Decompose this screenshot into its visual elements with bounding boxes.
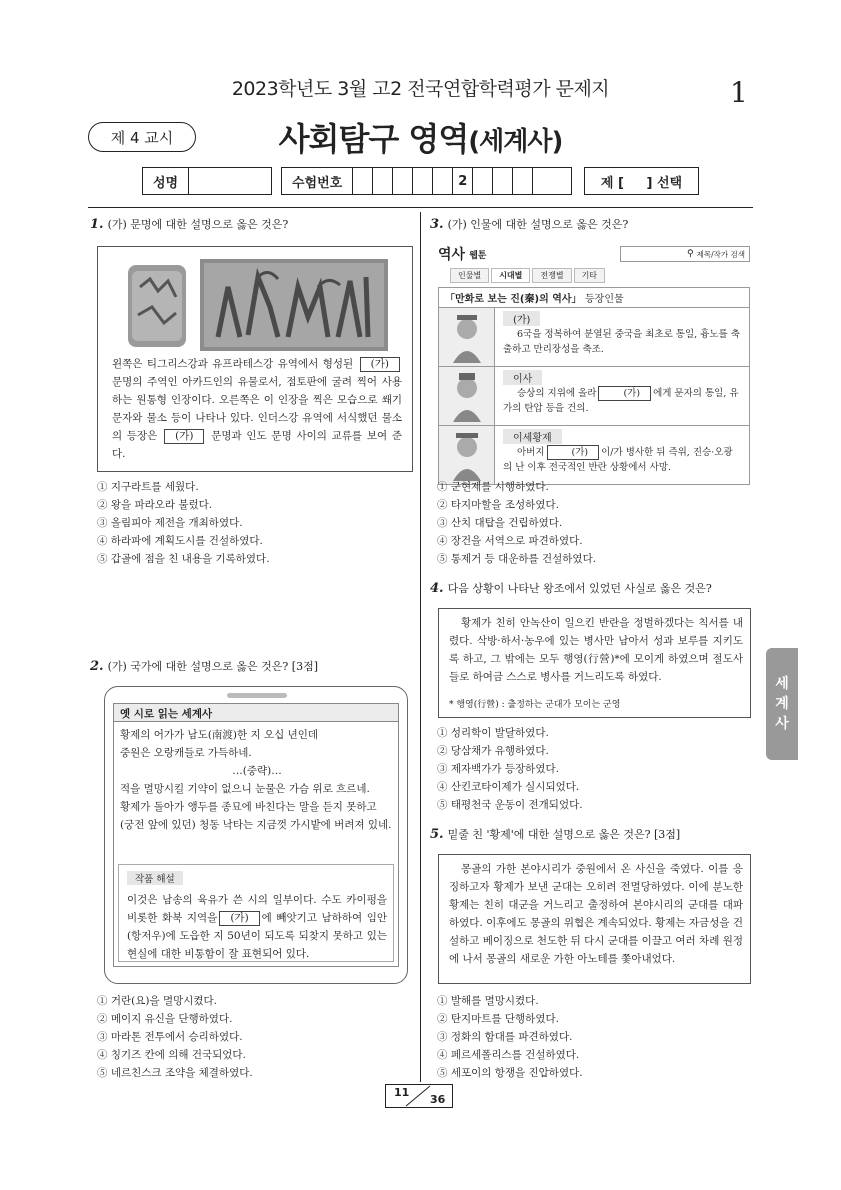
q5-choice-4[interactable]: ④ 페르세폴리스를 건설하였다. — [437, 1049, 580, 1061]
q3-blank: (가) — [547, 445, 600, 460]
exam-number-cell[interactable] — [373, 168, 393, 194]
q3-number: 3. — [430, 217, 444, 232]
character-desc — [495, 445, 749, 475]
comic-title-main: 「만화로 보는 진(秦)의 역사」 — [445, 294, 582, 305]
q1-passage — [112, 355, 402, 463]
r2-text-1: 승상의 지위에 올라 — [517, 388, 597, 399]
selection-label: 제 [ ] 선택 — [600, 175, 683, 191]
exam-title: 2023학년도 3월 고2 전국연합학력평가 문제지 — [231, 78, 610, 100]
selection-field[interactable] — [584, 167, 699, 195]
q2-choice-5[interactable]: ⑤ 네르친스크 조약을 체결하였다. — [97, 1067, 253, 1079]
q1-text-1: 왼쪽은 티그리스강과 유프라테스강 유역에서 형성된 — [112, 358, 354, 370]
q1-blank: (가) — [164, 429, 204, 444]
exam-number-cell[interactable] — [493, 168, 513, 194]
side-tab-char: 사 — [775, 716, 789, 732]
q2-choice-4[interactable]: ④ 칭기즈 칸에 의해 건국되었다. — [97, 1049, 246, 1061]
lisi-portrait-image — [439, 367, 495, 425]
exam-number-cell[interactable] — [533, 168, 553, 194]
q3-stem — [430, 216, 628, 232]
q2-screen — [113, 703, 399, 967]
side-tab-char: 계 — [775, 696, 789, 712]
q5-stem — [430, 826, 680, 842]
second-emperor-portrait-image — [439, 426, 495, 484]
q4-source-box — [438, 608, 751, 718]
r3-text-1: 아버지 — [517, 447, 545, 458]
q1-choice-4[interactable]: ④ 하라파에 계획도시를 건설하였다. — [97, 535, 263, 547]
exam-number-cell[interactable] — [353, 168, 373, 194]
q3-choices — [437, 478, 596, 568]
q2-tablet-frame — [104, 686, 408, 984]
q5-number: 5. — [430, 827, 444, 842]
q1-choices — [97, 478, 270, 568]
q5-stem-text: 밑줄 친 '황제'에 대한 설명으로 옳은 것은? [3점] — [447, 828, 681, 841]
q1-stem — [90, 216, 288, 232]
r2-text-2: 에게 문자의 통일, 유가의 탄압 등을 건의. — [503, 388, 739, 414]
column-divider — [420, 212, 421, 1082]
webtoon-brand-sub: 웹툰 — [469, 250, 487, 261]
character-list — [438, 287, 750, 485]
comic-title — [439, 288, 749, 307]
exam-number-label: 수험번호 — [282, 168, 353, 194]
exam-number-cell[interactable] — [433, 168, 453, 194]
tab-by-era[interactable]: 시대별 — [491, 268, 530, 283]
exam-number-cell[interactable] — [413, 168, 433, 194]
header-rule — [88, 207, 753, 208]
webtoon-brand: 역사 — [438, 247, 466, 263]
webtoon-search-bar[interactable] — [620, 246, 750, 262]
subject-main: 사회탐구 영역 — [278, 120, 469, 158]
q5-choice-1[interactable]: ① 발해를 멸망시켰다. — [437, 995, 539, 1007]
q5-source-box — [438, 854, 751, 984]
character-info — [495, 426, 749, 484]
q2-note-text — [127, 891, 387, 963]
q4-stem-text: 다음 상황이 나타난 왕조에서 있었던 사실로 옳은 것은? — [447, 582, 712, 595]
q1-stem-text: (가) 문명에 대한 설명으로 옳은 것은? — [107, 218, 289, 231]
q4-choice-2[interactable]: ② 당삼채가 유행하였다. — [437, 745, 549, 757]
q2-stem — [90, 658, 318, 674]
poem-line: 중원은 오랑캐들로 가득하네. — [120, 747, 252, 759]
q2-poem — [120, 726, 394, 834]
q4-footnote: * 행영(行營) : 출정하는 군대가 모이는 군영 — [449, 700, 621, 710]
webtoon-header — [438, 244, 750, 264]
q1-number: 1. — [90, 217, 104, 232]
character-info — [495, 308, 749, 366]
name-label: 성명 — [143, 168, 189, 194]
q5-passage: 몽골의 가한 본야시리가 중원에서 온 사신을 죽였다. 이를 응징하고자 황제가 보낸 군대는 오히려 전멸당하였다. 이에 분노한 황제는 친히 대군을 거느리고 출정하여 본야시리의 군대를 대파하였다. 이후에도 몽골의 위협은 계속되었다. 황제는 자금성을 건설하고 베이징으로 천도한 뒤 다시 군대를 이끌고 여러 차례 원정에 나서 몽골의 새로운 가한 아노테를 쫓아내었다. — [449, 863, 743, 965]
poem-line: (궁전 앞에 있던) 청동 낙타는 지금껏 가시밭에 버려져 있네. — [120, 819, 392, 831]
q1-text-2: 문명의 주역인 아카드인의 유물로서, 점토판에 굴려 찍어 사용하는 원통형 인장이다. 오른쪽은 이 인장을 찍은 모습으로 쐐기 문자와 물소 등이 나타나 있다. 인더스강 유역에 서식했던 물소의 등장은 — [112, 376, 402, 442]
q2-box-title: 옛 시로 읽는 세계사 — [114, 704, 398, 722]
q5-choice-2[interactable]: ② 탄지마트를 단행하였다. — [437, 1013, 559, 1025]
tab-etc[interactable]: 기타 — [574, 268, 605, 283]
q3-choice-5[interactable]: ⑤ 통제거 등 대운하를 건설하였다. — [437, 553, 597, 565]
q1-choice-1[interactable]: ① 지구라트를 세웠다. — [97, 481, 199, 493]
name-input-area[interactable] — [189, 168, 271, 194]
q4-stem — [430, 580, 712, 596]
q1-text-3: 문명과 인도 문명 사이의 교류를 보여 준다. — [112, 430, 402, 460]
q2-choice-2[interactable]: ② 메이지 유신을 단행하였다. — [97, 1013, 233, 1025]
cylinder-seal-image — [128, 257, 388, 353]
q4-choices — [437, 724, 583, 814]
q4-passage: 황제가 친히 안녹산이 일으킨 반란을 정벌하겠다는 칙서를 내렸다. 삭방·하서·농우에 있는 병사만 남아서 성과 보루를 지키도록 하고, 그 밖에는 모두 행영(行營)*에 모이게 하였으며 절도사들로 하여금 스스로 병사를 거느리도록 하였다. — [449, 617, 743, 683]
character-row — [439, 425, 749, 484]
q2-blank: (가) — [219, 911, 259, 926]
q2-number: 2. — [90, 659, 104, 674]
subject-paren: (세계사) — [468, 127, 563, 157]
period-badge: 제 4 교시 — [88, 122, 196, 152]
tab-by-person[interactable]: 인물별 — [450, 268, 489, 283]
comic-title-sub: 등장인물 — [585, 294, 624, 305]
q2-note-2: 에 빼앗기고 남하하여 임안(항저우)에 도읍한 지 50년이 되도록 되찾지 못하고 있는 현실에 대한 비통함이 잘 표현되어 있다. — [127, 912, 387, 960]
exam-number-field[interactable] — [281, 167, 572, 195]
q1-choice-3[interactable]: ③ 올림피아 제전을 개최하였다. — [97, 517, 243, 529]
q2-choice-1[interactable]: ① 거란(요)을 멸망시켰다. — [97, 995, 217, 1007]
character-name: 이세황제 — [503, 429, 562, 444]
q1-choice-5[interactable]: ⑤ 갑골에 점을 친 내용을 기록하였다. — [97, 553, 270, 565]
exam-number-cell[interactable] — [473, 168, 493, 194]
q2-choices — [97, 992, 253, 1082]
q4-choice-4[interactable]: ④ 산킨코타이제가 실시되었다. — [437, 781, 580, 793]
name-field[interactable] — [142, 167, 272, 195]
page-total: 36 — [430, 1093, 446, 1106]
q2-stem-text: (가) 국가에 대한 설명으로 옳은 것은? [3점] — [107, 660, 319, 673]
q4-choice-5[interactable]: ⑤ 태평천국 운동이 전개되었다. — [437, 799, 583, 811]
exam-number-cell[interactable] — [393, 168, 413, 194]
q3-choice-3[interactable]: ③ 산치 대탑을 건립하였다. — [437, 517, 563, 529]
poem-line: 황제의 어가가 남도(南渡)한 지 오십 년인데 — [120, 729, 319, 741]
q1-blank: (가) — [360, 357, 400, 372]
q5-choice-3[interactable]: ③ 정화의 함대를 파견하였다. — [437, 1031, 573, 1043]
r3-text-2: 이/가 병사한 뒤 즉위, 진승·오광의 난 이후 전국적인 반란 상황에서 사망. — [503, 447, 733, 473]
q3-webtoon — [438, 244, 750, 473]
emperor-portrait-image — [439, 308, 495, 366]
q4-choice-1[interactable]: ① 성리학이 발달하였다. — [437, 727, 549, 739]
q1-source-box — [97, 246, 413, 472]
exam-number-digit: 2 — [453, 168, 473, 194]
character-desc: 6국을 정복하여 분열된 중국을 최초로 통일, 흉노를 축출하고 만리장성을 축조. — [503, 329, 740, 355]
exam-number-cell[interactable] — [513, 168, 533, 194]
q5-choice-5[interactable]: ⑤ 세포이의 항쟁을 진압하였다. — [437, 1067, 583, 1079]
q3-choice-2[interactable]: ② 타지마할을 조성하였다. — [437, 499, 559, 511]
q2-note-box — [118, 864, 394, 962]
q3-choice-1[interactable]: ① 군현제를 시행하였다. — [437, 481, 549, 493]
character-row — [439, 366, 749, 425]
subject-title — [0, 114, 841, 160]
q1-choice-2[interactable]: ② 왕을 파라오라 불렀다. — [97, 499, 213, 511]
poem-line: 적을 멸망시킬 기약이 없으니 눈물은 가슴 위로 흐르네. — [120, 783, 370, 795]
poem-line: 황제가 돌아가 앵두를 종묘에 바친다는 말을 듣지 못하고 — [120, 801, 377, 813]
tab-by-war[interactable]: 전쟁별 — [532, 268, 571, 283]
page-number: 1 — [730, 76, 748, 109]
webtoon-tabs — [450, 268, 750, 283]
q2-note-1: 이것은 남송의 육유가 쓴 시의 일부이다. 수도 카이펑을 비롯한 화북 지역을 — [127, 894, 387, 924]
character-info — [495, 367, 749, 425]
page-current: 11 — [394, 1086, 410, 1099]
q2-choice-3[interactable]: ③ 마라톤 전투에서 승리하였다. — [97, 1031, 243, 1043]
search-icon[interactable]: ⚲ — [687, 249, 694, 259]
page-counter — [385, 1084, 453, 1108]
q3-stem-text: (가) 인물에 대한 설명으로 옳은 것은? — [447, 218, 629, 231]
search-placeholder: 제목/작가 검색 — [696, 249, 745, 259]
character-name: (가) — [503, 311, 540, 326]
q4-choice-3[interactable]: ③ 제자백가가 등장하였다. — [437, 763, 559, 775]
q3-choice-4[interactable]: ④ 장건을 서역으로 파견하였다. — [437, 535, 583, 547]
q4-number: 4. — [430, 581, 444, 596]
q2-note-label: 작품 해설 — [127, 871, 183, 885]
side-tab-char: 세 — [775, 676, 789, 692]
character-row — [439, 307, 749, 366]
tablet-speaker — [227, 693, 287, 698]
poem-line: …(중략)… — [232, 765, 282, 777]
character-desc — [495, 386, 749, 416]
q5-choices — [437, 992, 583, 1082]
character-name: 이사 — [503, 370, 542, 385]
subject-side-tab — [766, 648, 798, 760]
q3-blank: (가) — [598, 386, 651, 401]
